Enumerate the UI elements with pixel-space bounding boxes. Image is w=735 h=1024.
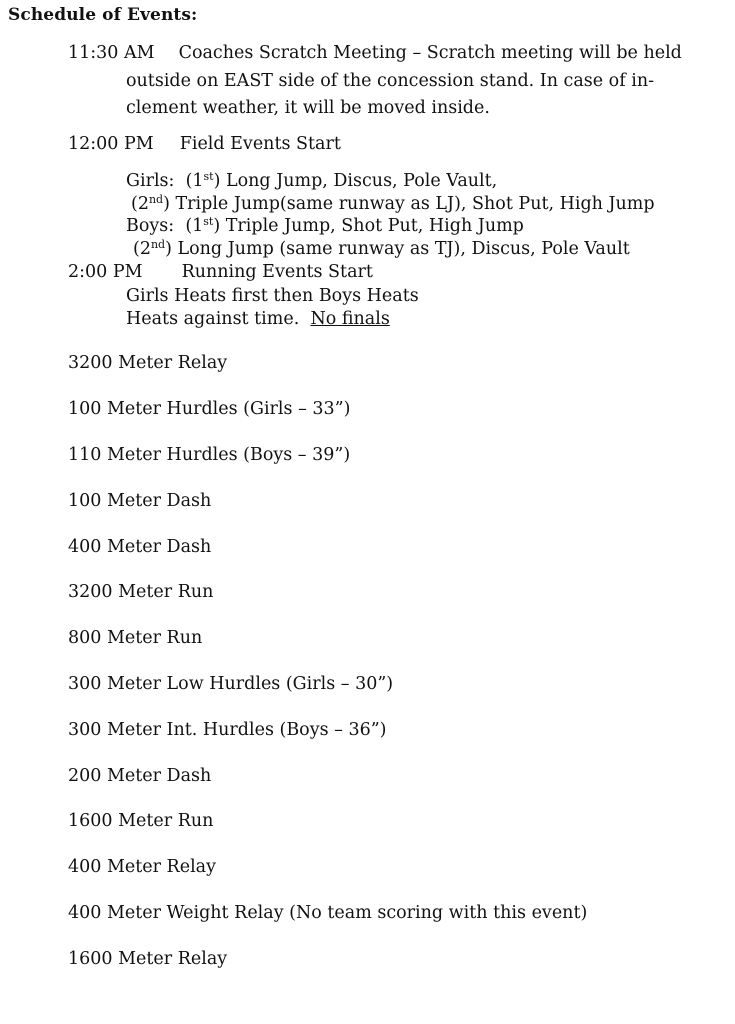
running-note-1: Girls Heats first then Boys Heats <box>126 286 419 306</box>
list-item: 1600 Meter Run <box>68 811 214 831</box>
page-title: Schedule of Events: <box>8 5 198 25</box>
running-note-2: Heats against time. No finals <box>126 309 390 329</box>
boys-label: Boys: <box>126 216 175 236</box>
list-item: 100 Meter Dash <box>68 491 212 511</box>
meeting-line-3: clement weather, it will be moved inside. <box>126 98 490 118</box>
running-title: Running Events Start <box>181 262 373 282</box>
list-item: 100 Meter Hurdles (Girls – 33”) <box>68 399 351 419</box>
list-item: 400 Meter Relay <box>68 857 217 877</box>
girls-first-flight: Girls: (1st) Long Jump, Discus, Pole Vault, <box>126 170 498 191</box>
boys-second-flight: (2nd) Long Jump (same runway as TJ), Discus, Pole Vault <box>133 238 630 259</box>
list-item: 800 Meter Run <box>68 628 203 648</box>
girls-label: Girls: <box>126 171 175 191</box>
girls-second-flight: (2nd) Triple Jump(same runway as LJ), Shot Put, High Jump <box>131 193 655 214</box>
list-item: 400 Meter Dash <box>68 537 212 557</box>
field-title: Field Events Start <box>179 134 341 154</box>
no-finals-note: No finals <box>310 309 390 329</box>
list-item: 1600 Meter Relay <box>68 949 228 969</box>
meeting-line-2: outside on EAST side of the concession stand. In case of in- <box>126 71 655 91</box>
meeting-time: 11:30 AM <box>68 43 155 63</box>
running-time: 2:00 PM <box>68 262 143 282</box>
list-item: 3200 Meter Relay <box>68 353 228 373</box>
list-item: 300 Meter Low Hurdles (Girls – 30”) <box>68 674 394 694</box>
list-item: 300 Meter Int. Hurdles (Boys – 36”) <box>68 720 387 740</box>
list-item: 3200 Meter Run <box>68 582 214 602</box>
list-item: 200 Meter Dash <box>68 766 212 786</box>
boys-first-flight: Boys: (1st) Triple Jump, Shot Put, High Jump <box>126 215 524 236</box>
list-item: 400 Meter Weight Relay (No team scoring with this event) <box>68 903 588 923</box>
meeting-line-1 <box>68 41 682 65</box>
field-time: 12:00 PM <box>68 134 154 154</box>
list-item: 110 Meter Hurdles (Boys – 39”) <box>68 445 351 465</box>
running-events-header <box>68 260 373 284</box>
field-events-header <box>68 132 341 156</box>
meeting-text-1: Coaches Scratch Meeting – Scratch meeting will be held <box>178 43 682 63</box>
